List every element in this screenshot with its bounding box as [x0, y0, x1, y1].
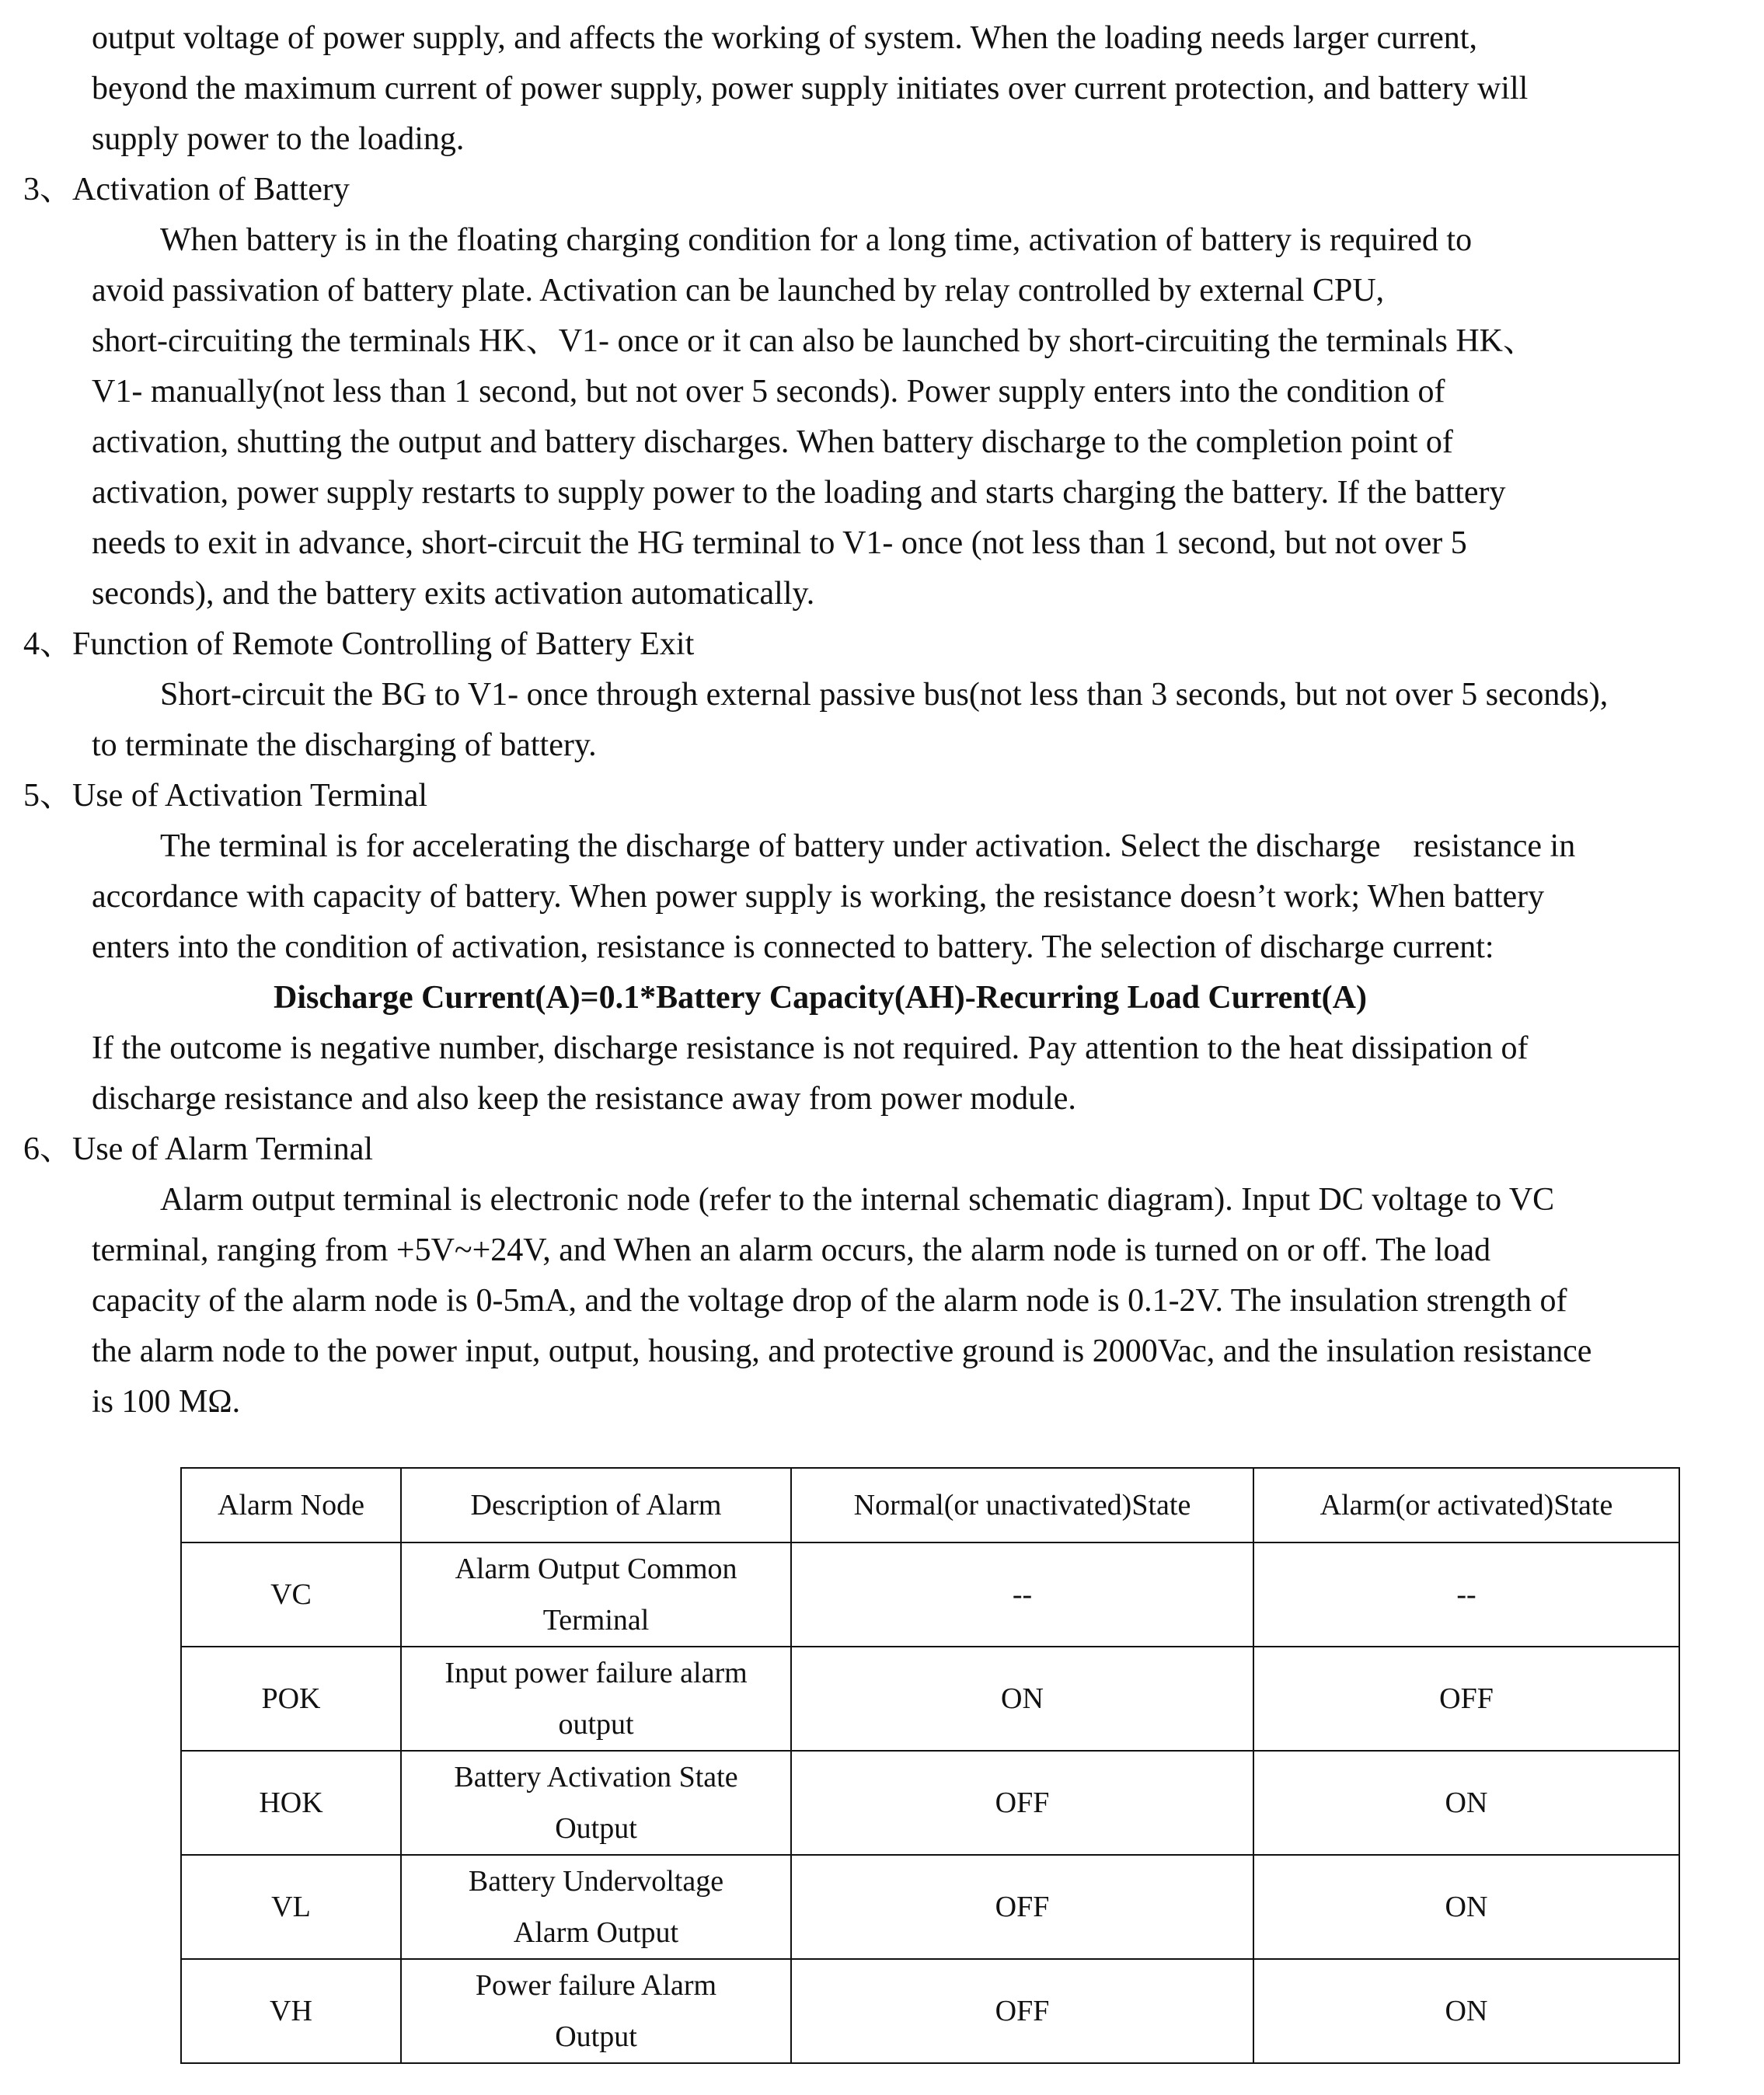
- alarm-state-cell: ON: [1253, 1855, 1679, 1959]
- alarm-state-cell: OFF: [1253, 1647, 1679, 1751]
- table-row: [181, 1855, 1679, 1959]
- description-line: Alarm Output Common: [455, 1553, 737, 1585]
- alarm-node-table: [180, 1467, 1680, 2064]
- description-line: output: [558, 1708, 634, 1741]
- alarm-node-cell: VH: [181, 1959, 401, 2063]
- table-row: [181, 1959, 1679, 2063]
- table-row: [181, 1542, 1679, 1647]
- alarm-state-cell: ON: [1253, 1751, 1679, 1855]
- alarm-node-cell: HOK: [181, 1751, 401, 1855]
- description-line: Output: [555, 2020, 637, 2053]
- paragraph-line: short-circuiting the terminals HK、V1- once or it can also be launched by short-circuiting the terminals HK、: [92, 323, 1536, 359]
- alarm-description-cell: [401, 1959, 791, 2063]
- header-normal-state: Normal(or unactivated)State: [791, 1468, 1253, 1542]
- header-description: Description of Alarm: [401, 1468, 791, 1542]
- section-heading-activation-terminal: 5、Use of Activation Terminal: [23, 778, 428, 814]
- alarm-state-cell: --: [1253, 1542, 1679, 1647]
- normal-state-cell: OFF: [791, 1855, 1253, 1959]
- alarm-node-cell: POK: [181, 1647, 401, 1751]
- paragraph-line: to terminate the discharging of battery.: [92, 727, 597, 763]
- discharge-formula: Discharge Current(A)=0.1*Battery Capacity(AH)-Recurring Load Current(A): [274, 980, 1367, 1016]
- alarm-description-cell: [401, 1647, 791, 1751]
- paragraph-line: discharge resistance and also keep the resistance away from power module.: [92, 1081, 1076, 1117]
- description-line: Output: [555, 1812, 637, 1845]
- normal-state-cell: OFF: [791, 1959, 1253, 2063]
- paragraph-line: needs to exit in advance, short-circuit the HG terminal to V1- once (not less than 1 second, but not over 5: [92, 525, 1467, 561]
- paragraph-line: the alarm node to the power input, output, housing, and protective ground is 2000Vac, and the insulation resistance: [92, 1333, 1592, 1369]
- paragraph-line: seconds), and the battery exits activation automatically.: [92, 576, 815, 612]
- alarm-node-cell: VL: [181, 1855, 401, 1959]
- paragraph-line: avoid passivation of battery plate. Activation can be launched by relay controlled by external CPU,: [92, 273, 1385, 308]
- alarm-description-cell: [401, 1855, 791, 1959]
- paragraph-line: is 100 MΩ.: [92, 1384, 241, 1420]
- section-heading-alarm-terminal: 6、Use of Alarm Terminal: [23, 1131, 374, 1167]
- section-heading-activation: 3、Activation of Battery: [23, 172, 350, 207]
- alarm-description-cell: [401, 1751, 791, 1855]
- alarm-state-cell: ON: [1253, 1959, 1679, 2063]
- alarm-description-cell: [401, 1542, 791, 1647]
- table-row: [181, 1647, 1679, 1751]
- paragraph-line: activation, shutting the output and battery discharges. When battery discharge to the completion point of: [92, 424, 1453, 460]
- paragraph-line: The terminal is for accelerating the discharge of battery under activation. Select the discharge resistance in: [160, 828, 1576, 864]
- description-line: Input power failure alarm: [444, 1657, 748, 1689]
- paragraph-line: beyond the maximum current of power supply, power supply initiates over current protection, and battery will: [92, 71, 1529, 106]
- paragraph-line: terminal, ranging from +5V~+24V, and When an alarm occurs, the alarm node is turned on or off. The load: [92, 1232, 1491, 1268]
- paragraph-line: capacity of the alarm node is 0-5mA, and the voltage drop of the alarm node is 0.1-2V. The insulation strength of: [92, 1283, 1567, 1319]
- paragraph-line: V1- manually(not less than 1 second, but not over 5 seconds). Power supply enters into the condition of: [92, 374, 1445, 410]
- table-row: [181, 1751, 1679, 1855]
- description-line: Power failure Alarm: [475, 1969, 717, 2002]
- description-line: Battery Undervoltage: [468, 1865, 724, 1898]
- section-heading-remote-exit: 4、Function of Remote Controlling of Battery Exit: [23, 626, 695, 662]
- table-header-row: [181, 1468, 1679, 1542]
- header-alarm-state: Alarm(or activated)State: [1253, 1468, 1679, 1542]
- paragraph-line: Alarm output terminal is electronic node (refer to the internal schematic diagram). Input DC voltage to VC: [160, 1182, 1555, 1218]
- normal-state-cell: OFF: [791, 1751, 1253, 1855]
- description-line: Battery Activation State: [454, 1761, 738, 1793]
- alarm-node-cell: VC: [181, 1542, 401, 1647]
- paragraph-line: When battery is in the floating charging condition for a long time, activation of battery is required to: [160, 222, 1473, 258]
- description-line: Alarm Output: [513, 1916, 679, 1949]
- paragraph-line: If the outcome is negative number, discharge resistance is not required. Pay attention to the heat dissipation of: [92, 1030, 1529, 1066]
- description-line: Terminal: [542, 1604, 650, 1637]
- paragraph-line: accordance with capacity of battery. When power supply is working, the resistance doesn’t work; When battery: [92, 879, 1545, 915]
- paragraph-line: enters into the condition of activation, resistance is connected to battery. The selection of discharge current:: [92, 929, 1494, 965]
- paragraph-line: output voltage of power supply, and affects the working of system. When the loading needs larger current,: [92, 20, 1477, 56]
- normal-state-cell: ON: [791, 1647, 1253, 1751]
- normal-state-cell: --: [791, 1542, 1253, 1647]
- header-alarm-node: Alarm Node: [181, 1468, 401, 1542]
- paragraph-line: Short-circuit the BG to V1- once through external passive bus(not less than 3 seconds, but not over 5 seconds),: [160, 677, 1609, 713]
- paragraph-line: supply power to the loading.: [92, 121, 465, 157]
- paragraph-line: activation, power supply restarts to supply power to the loading and starts charging the battery. If the battery: [92, 475, 1506, 511]
